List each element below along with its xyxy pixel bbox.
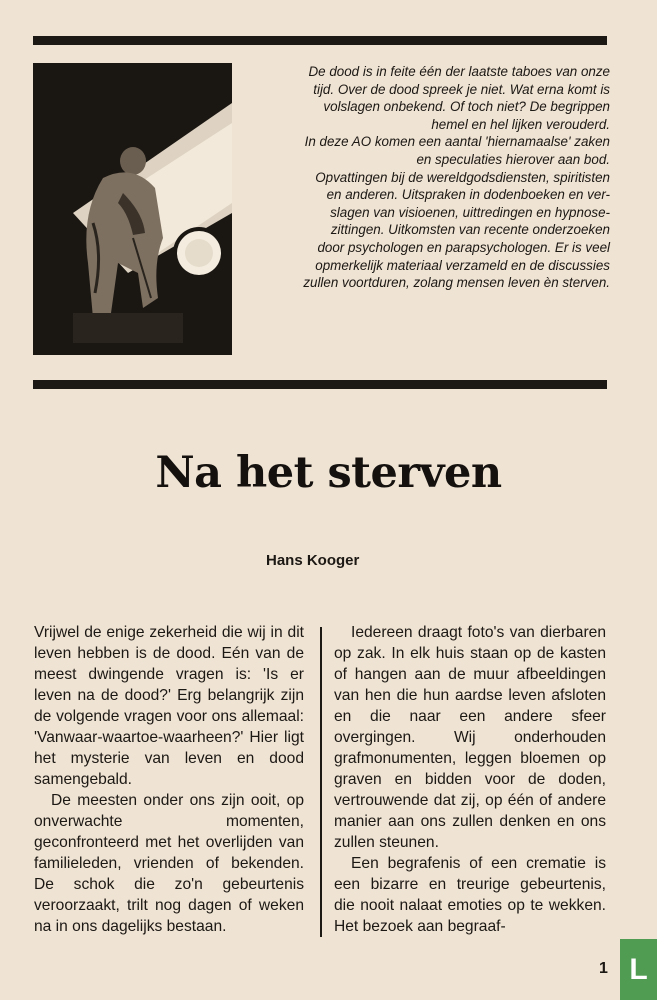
- thinker-illustration: [33, 63, 232, 355]
- intro-text: [240, 63, 610, 292]
- top-rule: [33, 36, 607, 45]
- section-rule: [33, 380, 607, 389]
- paragraph: Iedereen draagt foto's van dierbaren op zak. In elk huis staan op de kasten of hangen aan de muur afbeeldingen van hen die hun aardse leven afsloten en die naar een andere sfeer overgingen. Wij onderhouden grafmonumenten, leggen bloemen op graven en bidden voor de doden, vertrouwende dat zij, op één of andere manier aan ons zullen denken en ons zullen steunen.: [334, 624, 606, 851]
- logo-badge: L: [620, 939, 657, 1000]
- article-author: Hans Kooger: [266, 552, 360, 569]
- intro-line: zittingen. Uitkomsten van recente onderzoeken: [330, 222, 610, 238]
- intro-line: opmerkelijk materiaal verzameld en de discussies: [315, 257, 610, 273]
- paragraph: Een begrafenis of een crematie is een bizarre en treurige gebeurtenis, die nooit nalaat emoties op te wekken. Het bezoek aan begraaf-: [334, 855, 606, 935]
- column-divider: [320, 627, 322, 937]
- paragraph: Vrijwel de enige zekerheid die wij in dit leven hebben is de dood. Eén van de meest dwingende vragen is: 'Is er leven na de dood?' Erg belangrijk zijn de volgende vragen voor ons allemaal: 'Vanwaar-waartoe-waarheen?' Hier ligt het mysterie van leven en dood samengebald.: [34, 624, 304, 788]
- body-column-right: [334, 622, 606, 937]
- page-number: 1: [599, 960, 608, 977]
- intro-line: slagen van visioenen, uittredingen en hypnose-: [330, 204, 610, 220]
- intro-line: en anderen. Uitspraken in dodenboeken en ver-: [326, 187, 610, 203]
- intro-line: tijd. Over de dood spreek je niet. Wat erna komt is: [313, 81, 610, 97]
- intro-line: zullen voortduren, zolang mensen leven èn sterven.: [303, 275, 610, 291]
- intro-line: Opvattingen bij de wereldgodsdiensten, spiritisten: [315, 169, 610, 185]
- intro-line: In deze AO komen een aantal 'hiernamaalse' zaken: [304, 134, 610, 150]
- intro-line: en speculaties hierover aan bod.: [416, 151, 610, 167]
- intro-line: De dood is in feite één der laatste taboes van onze: [308, 64, 610, 79]
- intro-line: door psychologen en parapsychologen. Er is veel: [317, 239, 610, 255]
- article-title: Na het sterven: [155, 448, 502, 498]
- paragraph: De meesten onder ons zijn ooit, op onverwachte momenten, geconfronteerd met het overlijden van familieleden, vrienden of bekenden. De schok die zo'n gebeurtenis veroorzaakt, trilt nog dagen of weken na in ons dagelijks bestaan.: [34, 792, 304, 935]
- intro-line: hemel en hel lijken verouderd.: [431, 116, 610, 132]
- body-column-left: [34, 622, 304, 937]
- thinker-illustration-svg: [33, 63, 232, 355]
- intro-line: volslagen onbekend. Of toch niet? De begrippen: [323, 99, 610, 115]
